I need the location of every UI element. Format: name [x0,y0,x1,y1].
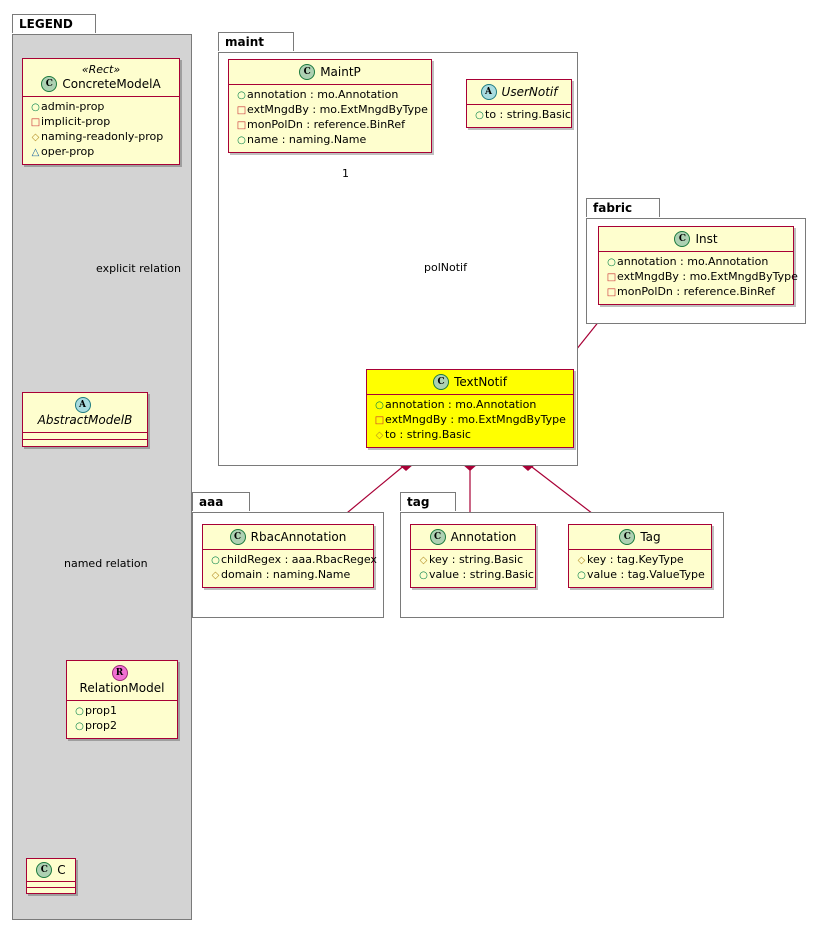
class-header-relationmodel [67,661,177,700]
class-rbacannotation[interactable] [202,524,377,588]
empty-method-compartment [23,440,147,446]
visibility-public-icon: ○ [607,257,616,268]
class-header-tag [569,525,711,549]
class-name-rbacannotation: RbacAnnotation [250,529,347,544]
attribute-list-textnotif [367,395,573,447]
visibility-protected-icon: ◇ [577,555,586,566]
package-tab-maint [218,32,294,51]
attribute-text: annotation : mo.Annotation [617,255,769,268]
attribute-row [575,553,705,568]
class-name-concretemodela: ConcreteModelA [62,76,161,91]
class-concretemodela[interactable] [22,58,180,165]
visibility-public-icon: ○ [577,570,586,581]
class-tag[interactable] [568,524,712,588]
class-name-relationmodel: RelationModel [79,681,165,695]
class-icon-c: C [299,64,315,80]
attribute-text: key : string.Basic [429,553,524,566]
attribute-row [29,130,173,145]
visibility-private-icon: □ [606,287,617,298]
package-tab-tag [400,492,456,511]
class-legend-c[interactable] [26,858,76,894]
attribute-text: name : naming.Name [247,133,367,146]
class-abstractmodelb[interactable] [22,392,148,447]
visibility-public-icon: ○ [211,555,220,566]
class-icon-c: C [433,374,449,390]
visibility-protected-icon: ◇ [211,570,220,581]
attribute-row [235,103,428,118]
class-icon-c: C [230,529,246,545]
visibility-public-icon: ○ [419,570,428,581]
package-tab-fabric [586,198,660,217]
class-icon-c: C [674,231,690,247]
attribute-list-concretemodela [23,97,179,164]
attribute-text: domain : naming.Name [221,568,351,581]
class-header-legend-c [27,859,75,881]
attribute-row [373,413,567,428]
attribute-row [73,719,171,734]
visibility-private-icon: □ [236,105,247,116]
attribute-text: monPolDn : reference.BinRef [247,118,405,131]
attribute-text: childRegex : aaa.RbacRegex [221,553,377,566]
attribute-row [417,553,529,568]
visibility-private-icon: □ [30,117,41,128]
attribute-text: to : string.Basic [485,108,571,121]
attribute-text: implicit-prop [41,115,111,128]
visibility-public-icon: ○ [475,110,484,121]
class-name-legend-c: C [57,862,66,877]
class-header-rbacannotation [203,525,373,549]
package-label-legend: LEGEND [19,17,73,31]
attribute-row [473,108,571,123]
attribute-row [605,270,798,285]
attribute-row [29,115,173,130]
class-icon-a: A [481,84,497,100]
visibility-private-icon: □ [236,120,247,131]
visibility-public-icon: ○ [375,400,384,411]
attribute-text: extMngdBy : mo.ExtMngdByType [617,270,798,283]
edge-label-named-relation: named relation [64,557,148,570]
class-annotation[interactable] [410,524,536,588]
attribute-text: prop1 [85,704,117,717]
class-textnotif[interactable] [366,369,574,448]
attribute-text: annotation : mo.Annotation [247,88,399,101]
class-icon-a: A [75,397,91,413]
attribute-row [373,428,567,443]
class-header-usernotif [467,80,571,104]
attribute-text: annotation : mo.Annotation [385,398,537,411]
attribute-text: to : string.Basic [385,428,471,441]
attribute-row [417,568,534,583]
attribute-row [605,255,787,270]
visibility-public-icon: ○ [75,706,84,717]
attribute-row [235,118,425,133]
attribute-row [209,553,377,568]
class-header-annotation [411,525,535,549]
attribute-list-usernotif [467,105,571,127]
visibility-public-icon: ○ [237,90,246,101]
package-body-legend [12,34,192,920]
attribute-text: prop2 [85,719,117,732]
class-header-maintp [229,60,431,84]
attribute-text: value : string.Basic [429,568,534,581]
attribute-list-inst [599,252,798,304]
attribute-text: oper-prop [41,145,95,158]
class-name-maintp: MaintP [320,64,361,79]
visibility-private-icon: □ [606,272,617,283]
attribute-text: extMngdBy : mo.ExtMngdByType [247,103,428,116]
edge-label-explicit-relation: explicit relation [96,262,182,275]
attribute-row [235,133,425,148]
attribute-row [29,100,173,115]
class-name-usernotif: UserNotif [501,84,558,99]
package-label-fabric: fabric [593,201,633,215]
stereotype-rect: «Rect» [81,63,121,76]
attribute-list-tag [569,550,711,587]
class-name-inst: Inst [695,231,718,246]
class-header-abstractmodelb [23,393,147,432]
package-label-tag: tag [407,495,430,509]
visibility-public-icon: ○ [31,102,40,113]
attribute-text: extMngdBy : mo.ExtMngdByType [385,413,566,426]
attribute-list-relationmodel [67,701,177,738]
attribute-row [235,88,425,103]
attribute-row [373,398,567,413]
attribute-text: monPolDn : reference.BinRef [617,285,775,298]
class-maintp[interactable] [228,59,432,153]
empty-method-compartment [27,888,75,893]
class-icon-r: R [112,665,128,681]
class-usernotif[interactable] [466,79,572,128]
visibility-protected-icon: ◇ [419,555,428,566]
class-icon-c: C [619,529,635,545]
attribute-row [575,568,705,583]
attribute-list-annotation [411,550,535,587]
attribute-row [73,704,171,719]
attribute-row [29,145,173,160]
attribute-list-maintp [229,85,431,152]
package-tab-legend [12,14,96,33]
class-relationmodel[interactable] [66,660,178,739]
class-inst[interactable] [598,226,798,305]
edge-label-multiplicity-1: 1 [342,167,349,180]
class-header-inst [599,227,793,251]
attribute-text: naming-readonly-prop [41,130,164,143]
class-icon-c: C [36,862,52,878]
class-icon-c: C [430,529,446,545]
package-tab-aaa [192,492,250,511]
visibility-package-icon: △ [31,147,40,158]
visibility-private-icon: □ [374,415,385,426]
class-name-annotation: Annotation [450,529,517,544]
edge-label-polnotif: polNotif [424,261,467,274]
attribute-text: key : tag.KeyType [587,553,684,566]
visibility-public-icon: ○ [237,135,246,146]
visibility-public-icon: ○ [75,721,84,732]
attribute-row [209,568,367,583]
class-header-textnotif [367,370,573,394]
visibility-protected-icon: ◇ [31,132,40,143]
attribute-text: admin-prop [41,100,105,113]
class-header-concretemodela [23,59,179,96]
package-label-aaa: aaa [199,495,224,509]
package-label-maint: maint [225,35,264,49]
attribute-text: value : tag.ValueType [587,568,705,581]
attribute-row [605,285,787,300]
attribute-list-rbacannotation [203,550,377,587]
visibility-protected-icon: ◇ [375,430,384,441]
class-name-abstractmodelb: AbstractModelB [37,413,133,427]
class-name-tag: Tag [640,529,661,544]
class-icon-c: C [41,76,57,92]
class-name-textnotif: TextNotif [454,374,507,389]
